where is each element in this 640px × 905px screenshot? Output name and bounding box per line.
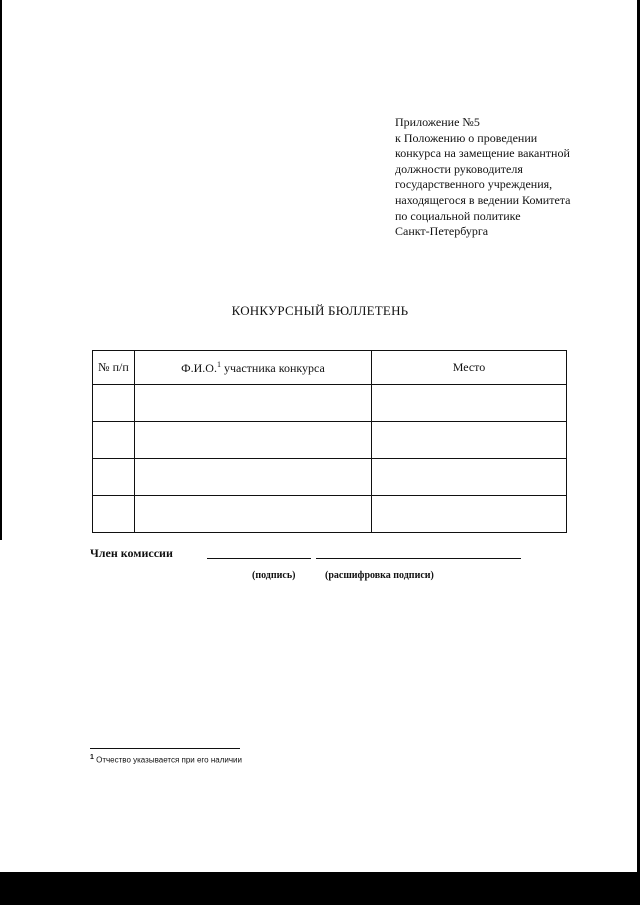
cell-number: [93, 459, 135, 496]
table-row: [93, 422, 567, 459]
scan-edge-left: [0, 0, 2, 540]
footnote: [90, 754, 242, 765]
column-header-number: № п/п: [93, 351, 135, 385]
cell-place: [372, 459, 567, 496]
column-header-fio: [135, 351, 372, 385]
ballot-table: [92, 350, 567, 533]
table-row: [93, 496, 567, 533]
table-header-row: [93, 351, 567, 385]
appendix-line: по социальной политике: [395, 208, 521, 223]
cell-place: [372, 385, 567, 422]
appendix-line: государственного учреждения,: [395, 177, 553, 192]
signature-line: [207, 558, 311, 559]
appendix-line: Приложение №5: [395, 115, 480, 129]
appendix-line: конкурса на замещение вакантной: [395, 146, 570, 161]
footnote-mark: 1: [90, 754, 94, 761]
fio-label-rest: участника конкурса: [220, 360, 325, 375]
footnote-divider: [90, 748, 240, 749]
cell-fio: [135, 385, 372, 422]
commission-member-label: Член комиссии: [90, 546, 173, 560]
cell-fio: [135, 422, 372, 459]
cell-fio: [135, 496, 372, 533]
column-header-place: Место: [372, 351, 567, 385]
appendix-line: должности руководителя: [395, 161, 523, 176]
cell-place: [372, 496, 567, 533]
appendix-line: находящегося в ведении Комитета: [395, 192, 571, 207]
table-row: [93, 459, 567, 496]
scan-edge-bottom: [0, 872, 640, 905]
signature-decode-line: [316, 558, 521, 559]
cell-place: [372, 422, 567, 459]
footnote-ref: 1: [216, 359, 221, 369]
cell-fio: [135, 459, 372, 496]
appendix-header: [395, 115, 595, 240]
appendix-line: Санкт-Петербурга: [395, 224, 489, 239]
document-title: КОНКУРСНЫЙ БЮЛЛЕТЕНЬ: [231, 303, 409, 318]
signature-decode-caption: (расшифровка подписи): [325, 570, 434, 581]
cell-number: [93, 422, 135, 459]
appendix-line: к Положению о проведении: [395, 130, 538, 145]
footnote-text: Отчество указывается при его наличии: [93, 755, 242, 765]
signature-caption: (подпись): [252, 570, 296, 581]
fio-label: Ф.И.О.: [181, 360, 217, 375]
table-row: [93, 385, 567, 422]
cell-number: [93, 385, 135, 422]
cell-number: [93, 496, 135, 533]
